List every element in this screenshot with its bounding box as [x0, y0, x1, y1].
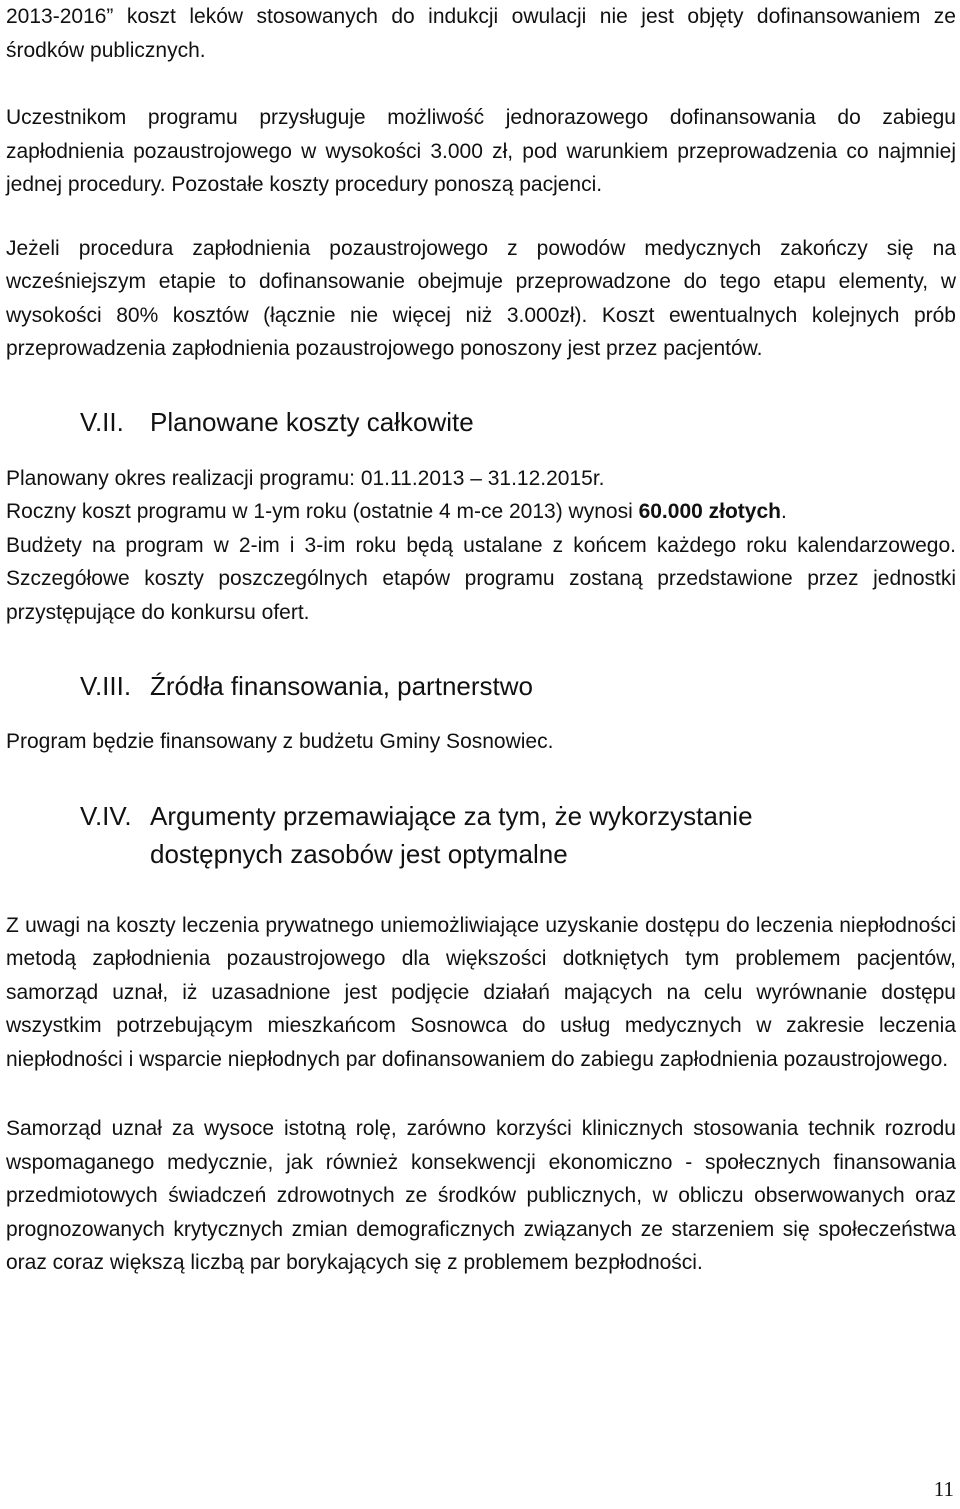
paragraph-cofinancing: Uczestnikom programu przysługuje możliwość jednorazowego dofinansowania do zabiegu zapłodnienia pozaustrojowego w wysokości 3.000 zł, pod warunkiem przeprowadzenia co najmniej jednej procedury. Pozostałe koszty procedury ponoszą pacjenci.: [6, 106, 956, 196]
paragraph-program-period: Planowany okres realizacji programu: 01.11.2013 – 31.12.2015r.: [6, 466, 605, 490]
paragraph-funding-source: Program będzie finansowany z budżetu Gminy Sosnowiec.: [6, 730, 554, 753]
section-heading-v3: [6, 667, 956, 705]
section-heading-v4-continued: dostępnych zasobów jest optymalne: [150, 838, 568, 869]
paragraph-annual-cost: [6, 495, 956, 529]
section-heading-v2: [6, 403, 956, 441]
section-number: V.III.: [80, 671, 132, 701]
document-page: [6, 0, 956, 1280]
section-number: V.IV.: [80, 800, 132, 831]
paragraph-access-rationale: Z uwagi na koszty leczenia prywatnego uniemożliwiające uzyskanie dostępu do leczenia niepłodności metodą zapłodnienia pozaustrojowego dla większości dotkniętych tym problemem pacjentów, samorząd uznał, iż uzasadnione jest podjęcie działań mających na celu wyrównanie dostępu wszystkim potrzebującym mieszkańcom Sosnowca do usług medycznych w zakresie leczenia niepłodności i wsparcie niepłodnych par dofinansowaniem do zabiegu zapłodnienia pozaustrojowego.: [6, 913, 956, 1071]
section-heading-v4: [6, 797, 956, 835]
annual-cost-text: Roczny koszt programu w 1-ym roku (ostatnie 4 m-ce 2013) wynosi: [6, 500, 639, 523]
section-title: Argumenty przemawiające za tym, że wykorzystanie: [150, 800, 753, 831]
paragraph-early-termination: Jeżeli procedura zapłodnienia pozaustrojowego z powodów medycznych zakończy się na wcześniejszym etapie to dofinansowanie obejmuje przeprowadzone do tego etapu elementy, w wysokości 80% kosztów (łącznie nie więcej niż 3.000zł). Koszt ewentualnych kolejnych prób przeprowadzenia zapłodnienia pozaustrojowego ponoszony jest przez pacjentów.: [6, 236, 956, 360]
section-number: V.II.: [80, 406, 124, 437]
annual-cost-suffix: .: [780, 500, 787, 523]
page-number: 11: [933, 1477, 954, 1501]
section-title: Źródła finansowania, partnerstwo: [150, 671, 533, 701]
annual-cost-amount: 60.000 złotych: [638, 500, 781, 523]
paragraph-induction-costs: 2013-2016” koszt leków stosowanych do indukcji owulacji nie jest objęty dofinansowaniem ze środków publicznych.: [6, 5, 956, 62]
paragraph-clinical-economic: Samorząd uznał za wysoce istotną rolę, zarówno korzyści klinicznych stosowania technik rozrodu wspomaganego medycznie, jak również konsekwencji ekonomiczno - społecznych finansowania przedmiotowych świadczeń zdrowotnych ze środków publicznych, w obliczu obserwowanych oraz prognozowanych krytycznych zmian demograficznych związanych ze starzeniem się społeczeństwa oraz coraz większą liczbą par borykających się z problemem bezpłodności.: [6, 1117, 956, 1274]
paragraph-budgets: Budżety na program w 2-im i 3-im roku będą ustalane z końcem każdego roku kalendarzowego. Szczegółowe koszty poszczególnych etapów programu zostaną przedstawione przez jednostki przystępujące do konkursu ofert.: [6, 533, 956, 624]
section-title: Planowane koszty całkowite: [150, 406, 474, 437]
